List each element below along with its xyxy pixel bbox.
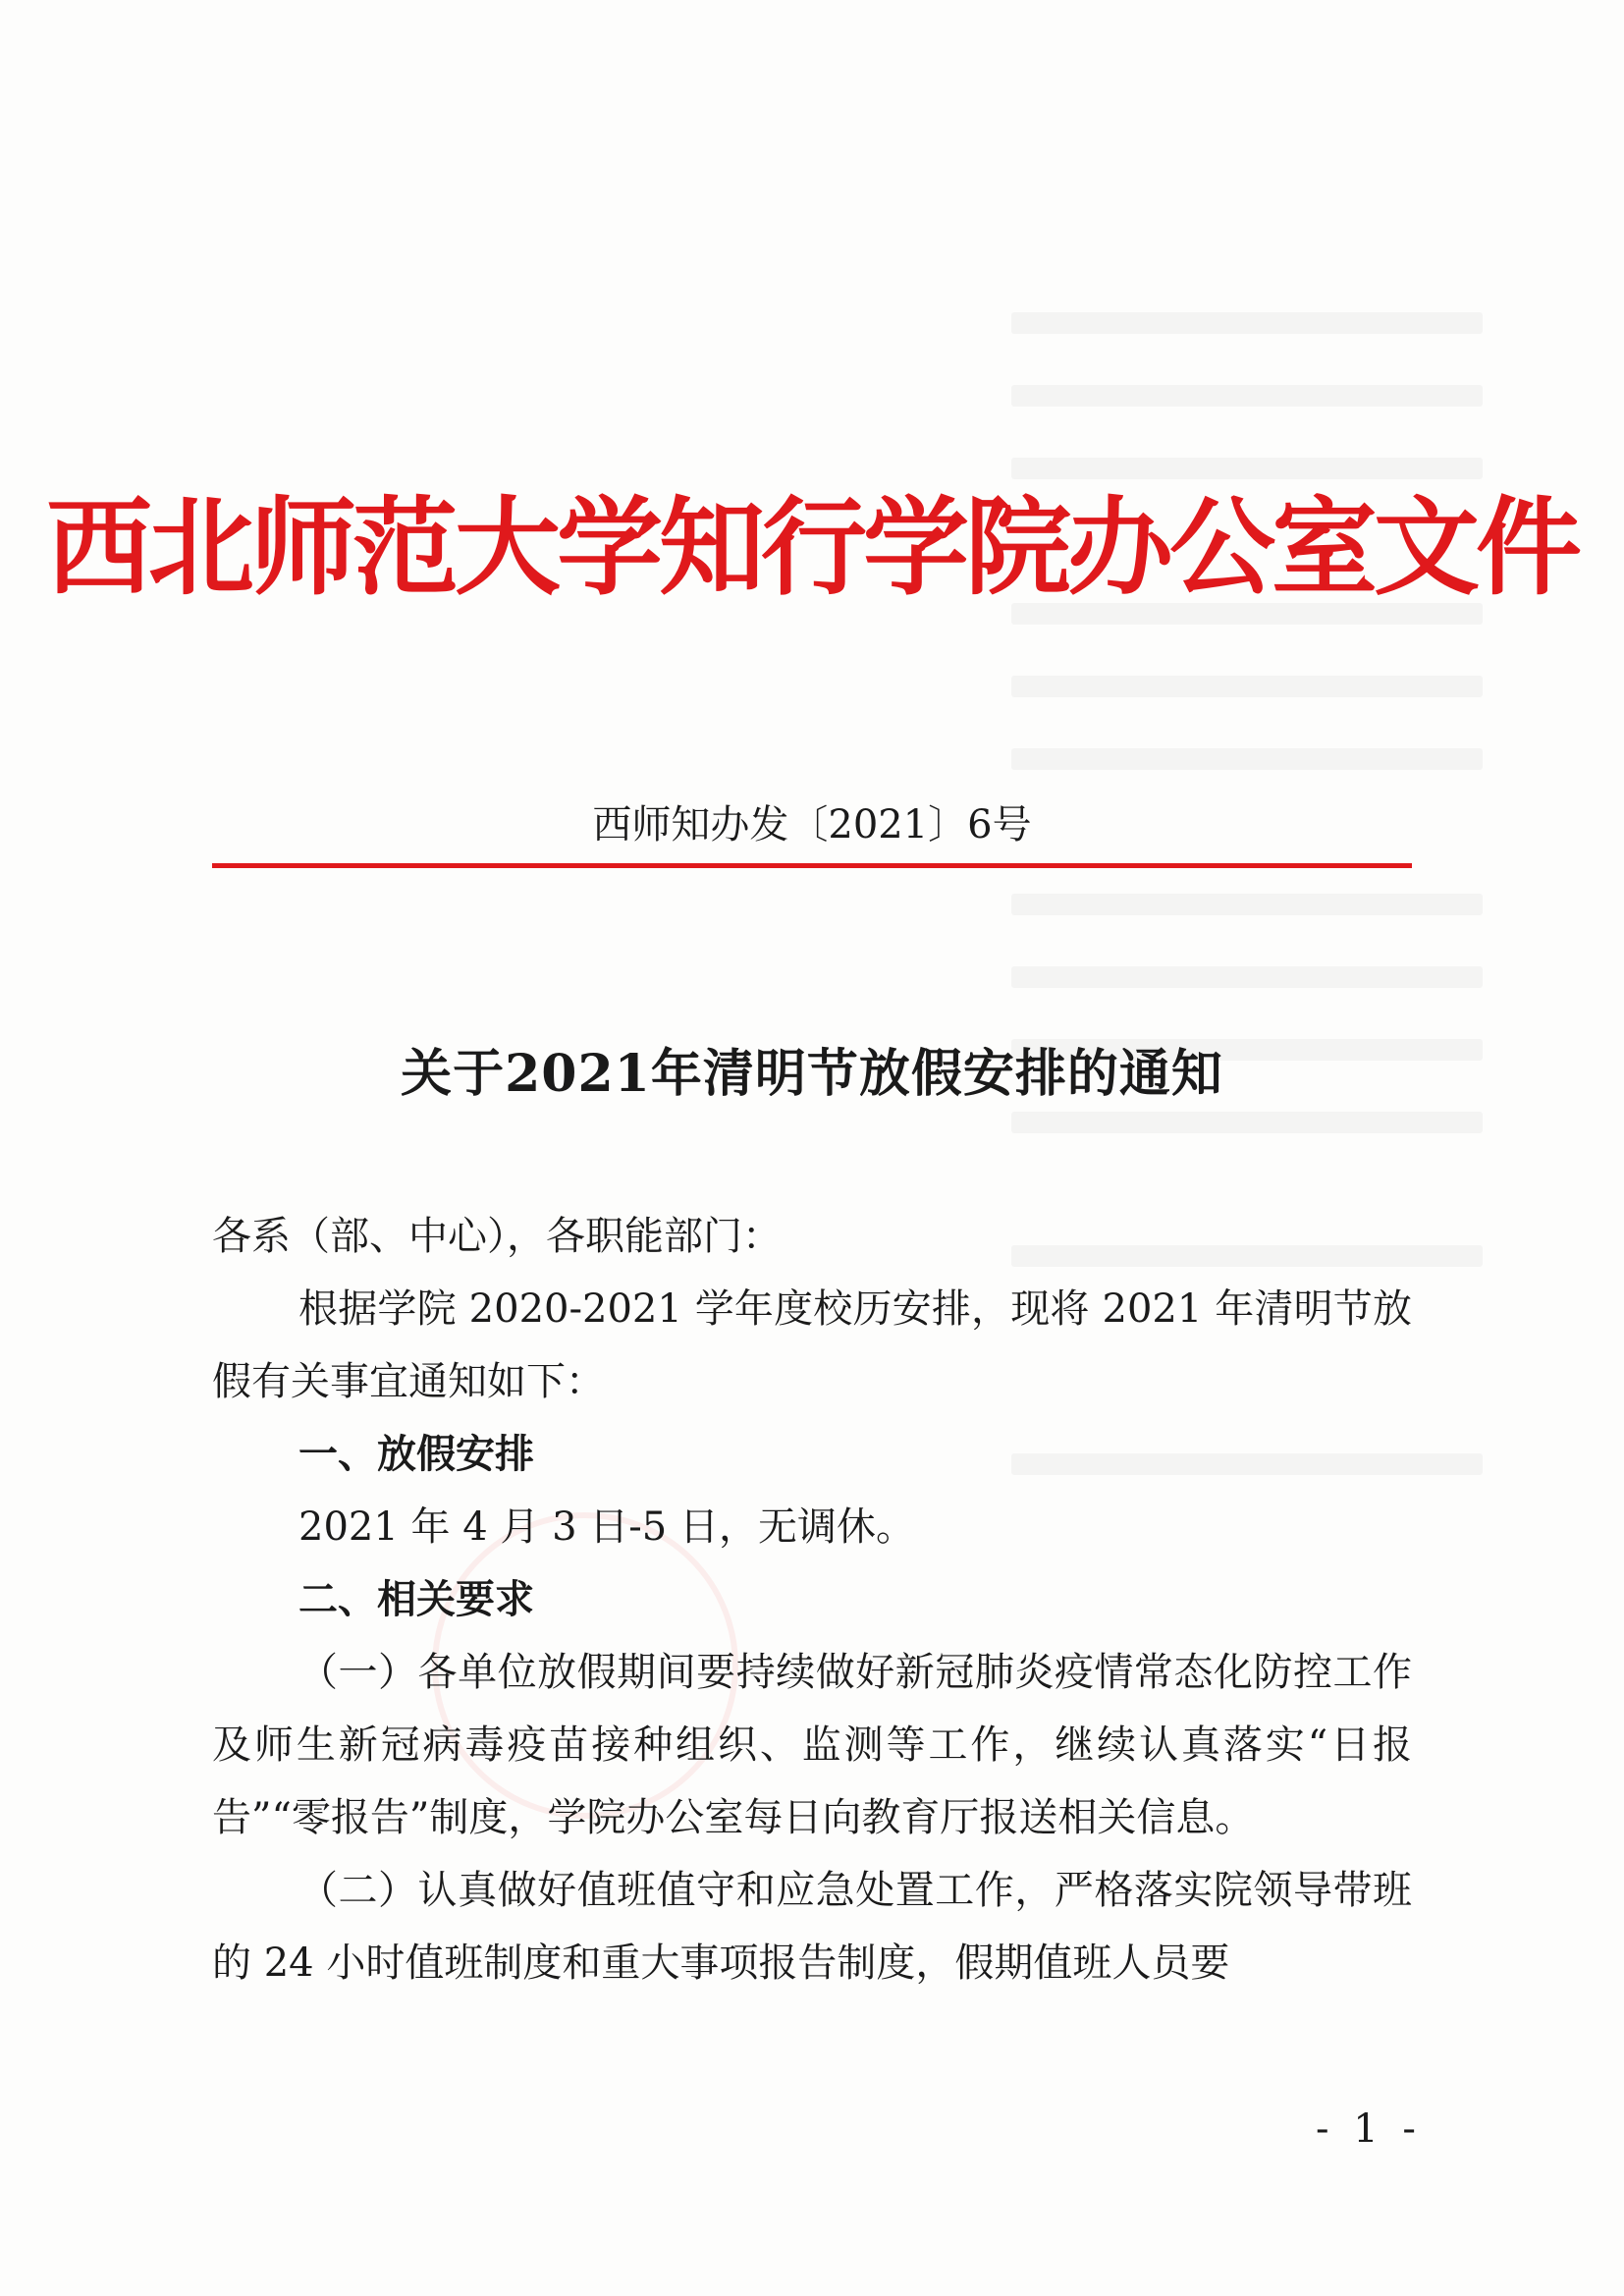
intro-paragraph: 根据学院 2020-2021 学年度校历安排，现将 2021 年清明节放假有关事宜通知如下： [212, 1286, 1412, 1404]
section-heading-requirements: 二、相关要求 [298, 1577, 534, 1622]
show-through-mark [1011, 748, 1483, 770]
show-through-mark [1011, 1112, 1483, 1133]
page-number: - 1 - [1316, 2106, 1422, 2152]
org-header-title: 西北师范大学知行学院办公室文件 [45, 487, 1578, 610]
requirement-item-1: （一）各单位放假期间要持续做好新冠肺炎疫情常态化防控工作及师生新冠病毒疫苗接种组织、监测等工作，继续认真落实“日报告”“零报告”制度，学院办公室每日向教育厅报送相关信息。 [212, 1650, 1412, 1840]
show-through-mark [1011, 894, 1483, 915]
show-through-mark [1011, 966, 1483, 988]
show-through-mark [1011, 458, 1483, 479]
section-heading-holiday: 一、放假安排 [298, 1432, 534, 1477]
holiday-dates: 2021 年 4 月 3 日-5 日，无调休。 [298, 1504, 915, 1550]
show-through-mark [1011, 385, 1483, 407]
red-separator-line [212, 863, 1412, 868]
requirement-item-2: （二）认真做好值班值守和应急处置工作，严格落实院领导带班的 24 小时值班制度和重大事项报告制度，假期值班人员要 [212, 1868, 1412, 1986]
notice-body [212, 1200, 1412, 1999]
show-through-mark [1011, 676, 1483, 697]
notice-title: 关于2021年清明节放假安排的通知 [401, 1044, 1223, 1104]
show-through-mark [1011, 312, 1483, 334]
document-number: 西师知办发〔2021〕6号 [592, 802, 1032, 847]
addressee: 各系（部、中心），各职能部门： [212, 1214, 782, 1259]
